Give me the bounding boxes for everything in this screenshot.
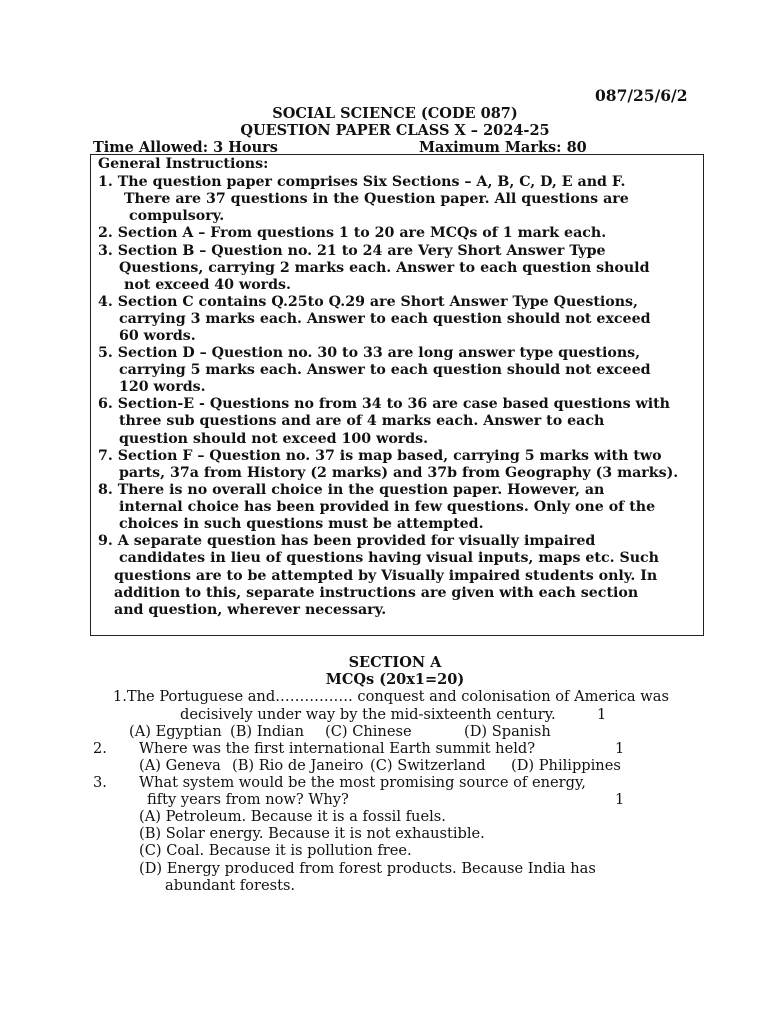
maximum-marks: Maximum Marks: 80 [419, 139, 587, 156]
instruction-line: addition to this, separate instructions are given with each section [114, 585, 639, 601]
question-2-option-b: (B) Rio de Janeiro [232, 757, 364, 774]
instruction-line: question should not exceed 100 words. [119, 431, 429, 447]
paper-code: 087/25/6/2 [595, 86, 688, 105]
question-2-text: Where was the first international Earth summit held? [139, 740, 536, 757]
question-3-option-c: (C) Coal. Because it is pollution free. [139, 842, 412, 859]
instruction-line: 8. There is no overall choice in the question paper. However, an [98, 482, 605, 498]
instruction-line: There are 37 questions in the Question paper. All questions are [124, 191, 629, 207]
instruction-line: carrying 5 marks each. Answer to each question should not exceed [119, 362, 651, 378]
paper-title: SOCIAL SCIENCE (CODE 087) [272, 105, 518, 122]
instruction-line: 1. The question paper comprises Six Sections – A, B, C, D, E and F. [98, 174, 626, 190]
instruction-line: three sub questions and are of 4 marks each. Answer to each [119, 413, 605, 429]
instruction-line: questions are to be attempted by Visually impaired students only. In [114, 568, 658, 584]
instruction-line: Questions, carrying 2 marks each. Answer to each question should [119, 260, 650, 276]
instruction-line: 6. Section-E - Questions no from 34 to 36 are case based questions with [98, 396, 670, 412]
instruction-line: 5. Section D – Question no. 30 to 33 are long answer type questions, [98, 345, 641, 361]
section-title: SECTION A [348, 654, 442, 671]
question-3-marks: 1 [615, 791, 625, 808]
question-3-text: What system would be the most promising source of energy, [139, 774, 586, 791]
instruction-line: and question, wherever necessary. [114, 602, 387, 618]
instruction-line: 9. A separate question has been provided for visually impaired [98, 533, 596, 549]
question-3-option-b: (B) Solar energy. Because it is not exhaustible. [139, 825, 485, 842]
question-2-option-d: (D) Philippines [511, 757, 621, 774]
instruction-line: 3. Section B – Question no. 21 to 24 are Very Short Answer Type [98, 243, 606, 259]
instruction-line: compulsory. [129, 208, 225, 224]
question-1-option-b: (B) Indian [230, 723, 305, 740]
instruction-line: 60 words. [119, 328, 196, 344]
question-3-option-a: (A) Petroleum. Because it is a fossil fuels. [139, 808, 446, 825]
question-1-option-c: (C) Chinese [325, 723, 412, 740]
question-2-marks: 1 [615, 740, 625, 757]
question-3-option-d: (D) Energy produced from forest products. Because India has [139, 860, 596, 877]
question-1-option-d: (D) Spanish [464, 723, 551, 740]
question-3-text-cont: fifty years from now? Why? [147, 791, 349, 808]
question-3-number: 3. [93, 774, 107, 791]
instruction-line: carrying 3 marks each. Answer to each question should not exceed [119, 311, 651, 327]
instruction-line: choices in such questions must be attempted. [119, 516, 484, 532]
paper-subtitle: QUESTION PAPER CLASS X – 2024-25 [240, 122, 550, 139]
question-1-marks: 1 [597, 706, 607, 723]
instruction-line: 120 words. [119, 379, 206, 395]
question-2-number: 2. [93, 740, 107, 757]
instruction-line: candidates in lieu of questions having visual inputs, maps etc. Such [119, 550, 659, 566]
instruction-line: not exceed 40 words. [124, 277, 291, 293]
question-1-text-cont: decisively under way by the mid-sixteenth century. [180, 706, 556, 723]
instructions-heading: General Instructions: [98, 156, 269, 172]
question-1-option-a: (A) Egyptian [129, 723, 222, 740]
question-3-option-d-cont: abundant forests. [165, 877, 296, 894]
question-1-text: 1.The Portuguese and……………. conquest and colonisation of America was [113, 688, 669, 705]
instruction-line: 4. Section C contains Q.25to Q.29 are Short Answer Type Questions, [98, 294, 638, 310]
section-subtitle: MCQs (20x1=20) [325, 671, 465, 688]
instruction-line: 7. Section F – Question no. 37 is map based, carrying 5 marks with two [98, 448, 662, 464]
instruction-line: internal choice has been provided in few questions. Only one of the [119, 499, 656, 515]
instruction-line: parts, 37a from History (2 marks) and 37b from Geography (3 marks). [119, 465, 679, 481]
instruction-line: 2. Section A – From questions 1 to 20 are MCQs of 1 mark each. [98, 225, 607, 241]
question-2-option-a: (A) Geneva [139, 757, 221, 774]
time-allowed: Time Allowed: 3 Hours [93, 139, 278, 156]
question-2-option-c: (C) Switzerland [370, 757, 486, 774]
